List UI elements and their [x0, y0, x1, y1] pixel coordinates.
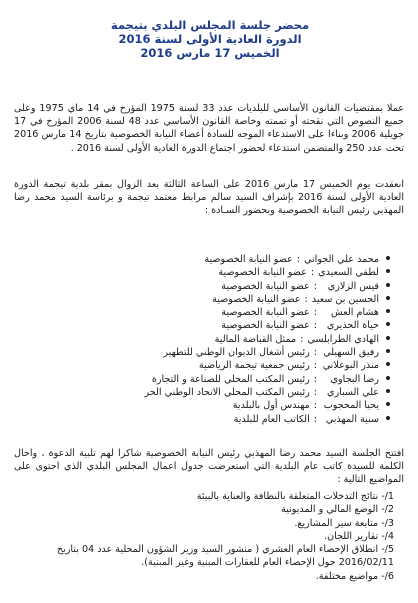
attendee-role: رئيس المكتب المحلي للصناعة و التجارة [151, 373, 310, 385]
bullet-icon [386, 269, 390, 273]
session-opening-paragraph: انعقدت يوم الخميس 17 مارس 2016 على الساعة الثالثة بعد الزوال بمقر بلدية تيجمة الدورة العادية الأولى لسنة 2016 بإشراف السيد سالم مرابط معتمد تيجمة و برئاسة السيد محمد رضا المهذبي رئيس النيابة الخصوصية وبحضور السـادة : [14, 179, 404, 217]
agenda-item: 1/- نتائج التدخلات المتعلقة بالنظافة والعناية بالبيئة [196, 491, 394, 502]
document-header [60, 18, 360, 60]
attendee-role: عضو النيابة الخصوصية [204, 254, 293, 265]
agenda-item: 2/- الوضع المالي و المديونية [281, 504, 394, 516]
attendee-role: عضو النيابة الخصوصية [212, 293, 301, 305]
attendee-name: هشام العش [331, 307, 379, 319]
attendee-role: رئيس أشغال الديوان الوطني للتطهير [163, 347, 310, 359]
bullet-icon [386, 389, 390, 393]
attendee-role: عضو النيابة الخصوصية [218, 267, 307, 279]
attendee-role: مهندس أول بالبلدية [232, 400, 310, 412]
attendee-name: يحيا المحجوب [323, 400, 379, 412]
attendee-role: رئيس جمعية تيجمة الرياضية [198, 360, 310, 372]
attendee-item: الحسين بن سعيد : عضو النيابة الخصوصية [140, 293, 390, 306]
legal-basis-paragraph: عملا بمقتضيات القانون الأساسي للبلديات عدد 33 لسنة 1975 المؤرخ في 14 ماي 1975 وعلى جميع النصوص التي نقحته أو تممته وخاصة القانون الأساسي عدد 48 لسنة 2006 المؤرخ في 17 جويلية 2006 وبناءا على الاستدعاء الموجه للسادة أعضاء النيابة الخصوصية بتاريخ 14 مارس 2016 تحت عدد 250 والمتضمن استدعاء لحضور اجتماع الدورة العادية الأولى لسنة 2016 . [14, 103, 404, 154]
attendee-role: رئيس المكتب المحلي الاتحاد الوطني الحر [144, 386, 310, 398]
bullet-icon [386, 376, 390, 380]
attendee-role: ممثل القباضة المالية [214, 333, 297, 345]
bullet-icon [386, 402, 390, 406]
bullet-icon [386, 283, 390, 287]
attendee-item: رفيق السهيلي : رئيس أشغال الديوان الوطني للتطهير [140, 346, 390, 359]
attendee-role: عضو النيابة الخصوصية [221, 320, 310, 332]
attendee-name: قيس الزلازي [327, 280, 379, 292]
agenda-list [24, 490, 394, 583]
bullet-icon [386, 296, 390, 300]
header-title: محضر جلسة المجلس البلدي بتيجمة [110, 18, 310, 32]
attendee-name: الحسين بن سعيد [311, 293, 379, 305]
attendee-item: منذر البوعلاني : رئيس جمعية تيجمة الرياضية [140, 359, 390, 372]
attendees-list [140, 253, 390, 426]
bullet-icon [386, 349, 390, 353]
agenda-item: 3/- متابعة سير المشاريع. [294, 517, 394, 529]
attendee-item: سنية المهذبي : الكاتب العام للبلدية [140, 413, 390, 426]
attendee-name: الهادي الطرابلسي [307, 333, 379, 345]
attendee-item: الهادي الطرابلسي : ممثل القباضة المالية [140, 333, 390, 346]
attendee-item: هشام العش : عضو النيابة الخصوصية [140, 306, 390, 319]
attendee-role: عضو النيابة الخصوصية [221, 307, 310, 319]
agenda-intro-paragraph: افتتح الجلسة السيد محمد رضا المهذبي رئيس النيابة الخصوصية شاكرا لهم تلبية الدعوة ، واحال الكلمة للسيدة كاتب عام البلدية التي استعرضت جدول اعمال المجلس البلدي الذي احتوى على المواضيع التالية : [14, 448, 404, 486]
bullet-icon [386, 362, 390, 366]
attendee-name: لطفي السعيدي [318, 267, 379, 279]
attendee-name: علي السباري [326, 386, 379, 398]
attendee-role: الكاتب العام للبلدية [233, 413, 310, 425]
attendee-role: عضو النيابة الخصوصية [221, 280, 310, 292]
bullet-icon [386, 322, 390, 326]
bullet-icon [386, 256, 390, 260]
attendee-item: محمد علي الجواني : عضو النيابة الخصوصية [140, 253, 390, 266]
attendee-item: قيس الزلازي : عضو النيابة الخصوصية [140, 280, 390, 293]
bullet-icon [386, 336, 390, 340]
attendee-item: حياة الحذيري : عضو النيابة الخصوصية [140, 319, 390, 332]
attendee-name: منذر البوعلاني [322, 360, 379, 372]
agenda-item: 5/- انطلاق الإحصاء العام العشري ( منشور السيد وزير الشؤون المحلية عدد 04 بتاريخ 2016/02/11 حول الإحصاء العام للعقارات المبنية وغير المبنية). [56, 544, 394, 569]
attendee-name: سنية المهذبي [325, 413, 379, 425]
attendee-name: حياة الحذيري [326, 320, 379, 332]
attendee-name: رفيق السهيلي [323, 347, 379, 359]
attendee-item: يحيا المحجوب : مهندس أول بالبلدية [140, 399, 390, 412]
attendee-item: لطفي السعيدي : عضو النيابة الخصوصية [140, 266, 390, 279]
bullet-icon [386, 416, 390, 420]
attendee-name: رضا البجاوي [330, 373, 379, 385]
attendee-item: علي السباري : رئيس المكتب المحلي الاتحاد الوطني الحر [140, 386, 390, 399]
header-date: الخميس 17 مارس 2016 [140, 46, 280, 60]
attendee-name: محمد علي الجواني [304, 254, 379, 265]
agenda-item: 4/- تقارير اللجان. [324, 530, 394, 542]
bullet-icon [386, 309, 390, 313]
attendee-item: رضا البجاوي : رئيس المكتب المحلي للصناعة و التجارة [140, 373, 390, 386]
header-session: الدورة العادية الأولى لسنة 2016 [118, 32, 302, 46]
agenda-item: 6/- مواضيع مختلفة. [315, 570, 394, 582]
